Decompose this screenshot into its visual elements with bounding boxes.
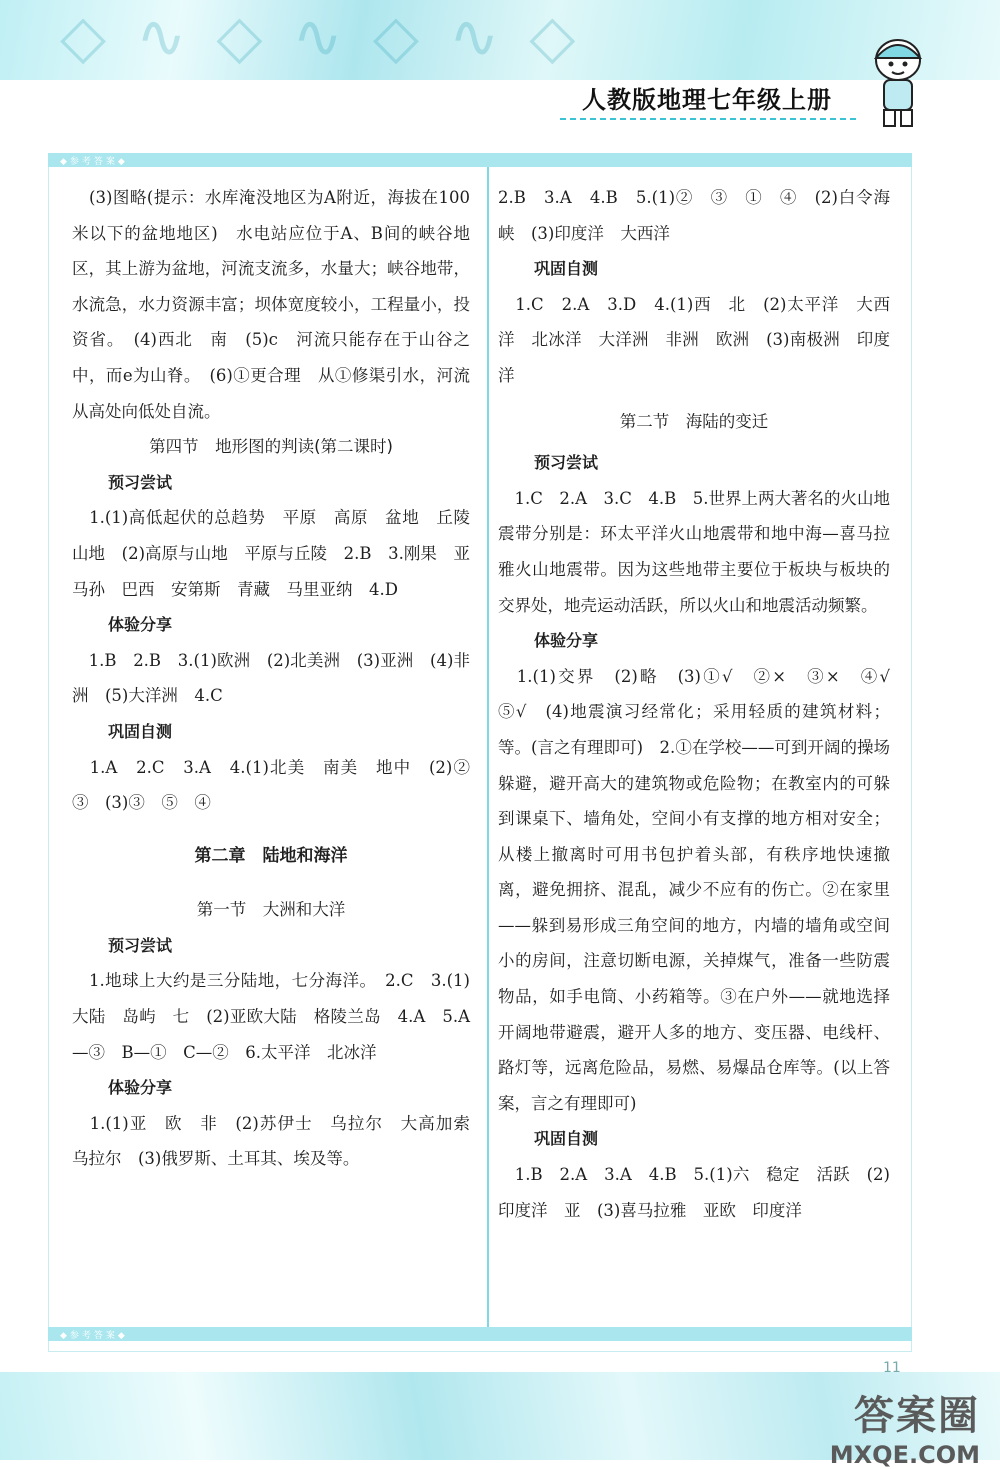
subsection-label: 体验分享 bbox=[108, 1078, 173, 1098]
subsection-label: 巩固自测 bbox=[534, 259, 599, 279]
watermark-logo-text: 答案圈 bbox=[854, 1393, 980, 1439]
answer-paragraph: (3)图略(提示：水库淹没地区为A附近，海拔在100米以下的盆地地区) 水电站应位于A、B间的峡谷地区，其上游为盆地，河流支流多，水量大；峡谷地带，水流急，水力资源丰富；坝体宽度较小，工程量小，投资省。 (4)西北 南 (5)c 河流只能存在于山谷之中，而e为山脊。 (6)①更合理 从①修渠引水，河流从高处向低处自流。 bbox=[72, 188, 470, 421]
bottom-divider-band bbox=[48, 1327, 912, 1341]
subsection-label: 体验分享 bbox=[534, 631, 599, 651]
subsection-label: 预习尝试 bbox=[534, 453, 599, 473]
answer-paragraph: 1.A 2.C 3.A 4.(1)北美 南美 地中 (2)② ③ (3)③ ⑤ ④ bbox=[72, 757, 487, 813]
section-heading: 第一节 大洲和大洋 bbox=[196, 900, 346, 920]
answer-paragraph: 1.(1)亚 欧 非 (2)苏伊士 乌拉尔 大高加索 乌拉尔 (3)俄罗斯、土耳其、埃及等。 bbox=[72, 1113, 487, 1169]
answer-paragraph: 1.地球上大约是三分陆地，七分海洋。 2.C 3.(1)大陆 岛屿 七 (2)亚欧大陆 格陵兰岛 4.A 5.A—③ B—① C—② 6.太平洋 北冰洋 bbox=[72, 971, 470, 1062]
header-dashed-rule bbox=[560, 118, 856, 120]
book-title: 人教版地理七年级上册 bbox=[582, 86, 832, 114]
watermark bbox=[830, 1384, 980, 1469]
banner-ornament: ◇∿◇∿◇∿◇ bbox=[60, 2, 606, 72]
top-divider-band bbox=[48, 153, 912, 167]
right-column bbox=[498, 180, 907, 1228]
answer-paragraph: 1.C 2.A 3.C 4.B 5.世界上两大著名的火山地震带分别是：环太平洋火山地震带和地中海—喜马拉雅火山地震带。因为这些地带主要位于板块与板块的交界处，地壳运动活跃，所以火山和地震活动频繁。 bbox=[498, 488, 891, 615]
answer-paragraph: 1.(1)高低起伏的总趋势 平原 高原 盆地 丘陵 山地 (2)高原与山地 平原与丘陵 2.B 3.刚果 亚马孙 巴西 安第斯 青藏 马里亚纳 4.D bbox=[72, 508, 487, 599]
page-number: 11 bbox=[883, 1360, 901, 1376]
answer-paragraph: 1.B 2.A 3.A 4.B 5.(1)六 稳定 活跃 (2)印度洋 亚 (3)喜马拉雅 亚欧 印度洋 bbox=[498, 1165, 890, 1220]
answer-paragraph: 1.(1)交界 (2)略 (3)①√ ②× ③× ④√ ⑤√ (4)地震演习经常化；采用轻质的建筑材料；等。(言之有理即可) 2.①在学校——可到开阔的操场躲避，避开高大的建筑物或危险物；在教室内的可躲到课桌下、墙角处，空间小有支撑的地方相对安全；从楼上撤离时可用书包护着头部，有秩序地快速撤离，避免拥挤、混乱，减少不应有的伤亡。②在家里——躲到易形成三角空间的地方，内墙的墙角或空间小的房间，注意切断电源，关掉煤气，准备一些防震物品，如手电筒、小药箱等。③在户外——就地选择开阔地带避震，避开人多的地方、变压器、电线杆、路灯等，远离危险品，易燃、易爆品仓库等。(以上答案，言之有理即可) bbox=[498, 666, 907, 1113]
answer-paragraph: 2.B 3.A 4.B 5.(1)② ③ ① ④ (2)白令海峡 (3)印度洋 大西洋 bbox=[498, 188, 890, 243]
subsection-label: 预习尝试 bbox=[108, 472, 173, 492]
answer-paragraph: 1.C 2.A 3.D 4.(1)西 北 (2)太平洋 大西洋 北冰洋 大洋洲 非洲 欧洲 (3)南极洲 印度洋 bbox=[498, 294, 890, 385]
subsection-label: 预习尝试 bbox=[108, 935, 173, 955]
subsection-label: 体验分享 bbox=[108, 615, 173, 635]
subsection-label: 巩固自测 bbox=[534, 1129, 599, 1149]
watermark-url: MXQE.COM bbox=[829, 1441, 980, 1469]
subsection-label: 巩固自测 bbox=[108, 721, 173, 741]
answer-paragraph: 1.B 2.B 3.(1)欧洲 (2)北美洲 (3)亚洲 (4)非洲 (5)大洋洲 4.C bbox=[72, 650, 470, 706]
band-label: ◆参考答案◆ bbox=[60, 157, 128, 167]
column-divider bbox=[487, 167, 489, 1327]
section-heading: 第四节 地形图的判读(第二课时) bbox=[149, 437, 393, 457]
mascot-icon bbox=[858, 34, 936, 130]
band-label: ◆参考答案◆ bbox=[60, 1331, 128, 1341]
section-heading: 第二节 海陆的变迁 bbox=[619, 411, 769, 431]
left-column bbox=[72, 180, 487, 1177]
chapter-heading: 第二章 陆地和海洋 bbox=[194, 845, 348, 866]
top-decorative-banner bbox=[0, 0, 1000, 80]
